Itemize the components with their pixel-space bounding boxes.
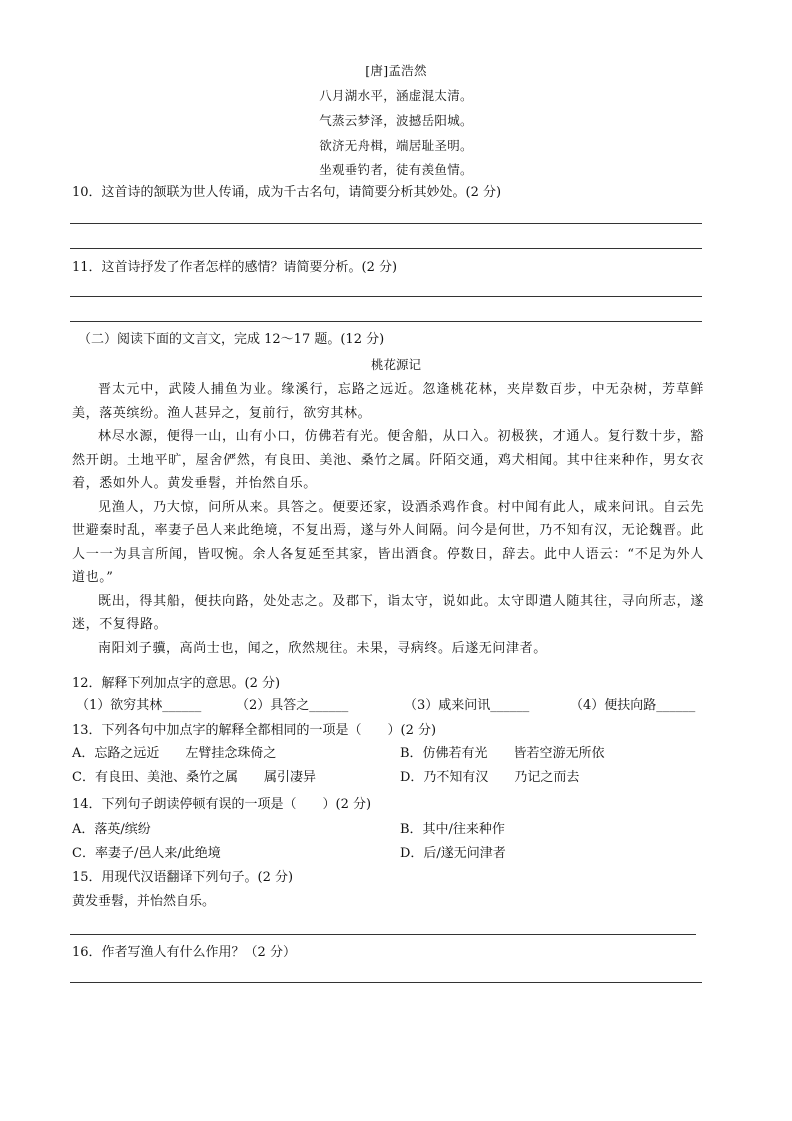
- passage-paragraph: 林尽水源，便得一山，山有小口，仿佛若有光。便舍船，从口入。初极狭，才通人。复行数十步，豁然开朗。土地平旷，屋舍俨然，有良田、美池、桑竹之属。阡陌交通，鸡犬相闻。其中往来种作，男女衣着，悉如外人。黄发垂髫，并怡然自乐。: [72, 429, 704, 491]
- poem-line: 坐观垂钓者，徒有羡鱼情。: [319, 162, 473, 177]
- poem-line: 气蒸云梦泽，波撼岳阳城。: [319, 113, 473, 128]
- passage-paragraph: 南阳刘子骥，高尚士也，闻之，欣然规往。未果，寻病终。后遂无问津者。: [98, 640, 547, 656]
- passage-paragraph: 晋太元中，武陵人捕鱼为业。缘溪行，忘路之远近。忽逢桃花林，夹岸数百步，中无杂树，芳草鲜美，落英缤纷。渔人甚异之，复前行，欲穷其林。: [72, 382, 704, 421]
- answer-line[interactable]: [70, 934, 696, 935]
- question-11: 11．这首诗抒发了作者怎样的感情？请简要分析。(2 分): [72, 260, 398, 275]
- q13-option-a: A．忘路之远近 左臂挂念珠倚之: [72, 746, 277, 761]
- passage-title: 桃花源记: [370, 357, 421, 372]
- q14-option-b: B．其中/往来种作: [400, 822, 505, 837]
- answer-line[interactable]: [70, 248, 702, 249]
- question-14: 14．下列句子朗读停顿有误的一项是（ ）(2 分): [72, 797, 372, 812]
- question-10: 10．这首诗的颔联为世人传诵，成为千古名句，请简要分析其妙处。(2 分): [72, 185, 502, 200]
- passage-paragraph: 见渔人，乃大惊，问所从来。具答之。便要还家，设酒杀鸡作食。村中闻有此人，咸来问讯。自云先世避秦时乱，率妻子邑人来此绝境，不复出焉，遂与外人间隔。问今是何世，乃不知有汉，无论魏晋。此人一一为具言所闻，皆叹惋。余人各复延至其家，皆出酒食。停数日，辞去。此中人语云：“不足为外人道也。”: [72, 499, 704, 585]
- q13-option-d: D．乃不知有汉 乃记之而去: [400, 770, 580, 785]
- poem-author: [唐]孟浩然: [365, 63, 427, 78]
- question-12: 12．解释下列加点字的意思。(2 分): [72, 676, 281, 691]
- question-15: 15．用现代汉语翻译下列句子。(2 分): [72, 870, 294, 885]
- q14-option-a: A．落英/缤纷: [72, 822, 151, 837]
- question-13: 13．下列各句中加点字的解释全都相同的一项是（ ）(2 分): [72, 723, 437, 738]
- q12-item: （3）咸来问讯______: [404, 698, 530, 713]
- q13-option-c: C．有良田、美池、桑竹之属 属引凄异: [72, 770, 316, 785]
- answer-line[interactable]: [70, 223, 702, 224]
- q12-item: （1）欲穷其林______: [76, 698, 202, 713]
- answer-line[interactable]: [70, 296, 702, 297]
- q13-option-b: B．仿佛若有光 皆若空游无所依: [400, 746, 605, 761]
- passage-body: [72, 378, 704, 660]
- passage-paragraph: 既出，得其船，便扶向路，处处志之。及郡下，诣太守，说如此。太守即遣人随其往，寻向所志，遂迷，不复得路。: [72, 593, 704, 632]
- q12-item: （4）便扶向路______: [570, 698, 696, 713]
- q14-option-c: C．率妻子/邑人来/此绝境: [72, 846, 221, 861]
- poem-line: 欲济无舟楫，端居耻圣明。: [319, 138, 473, 153]
- q15-sentence: 黄发垂髫，并怡然自乐。: [72, 894, 216, 909]
- q14-option-d: D．后/遂无问津者: [400, 846, 506, 861]
- answer-line[interactable]: [70, 982, 702, 983]
- poem-line: 八月湖水平，涵虚混太清。: [319, 88, 473, 103]
- question-16: 16．作者写渔人有什么作用？（2 分）: [72, 945, 296, 960]
- answer-line[interactable]: [70, 321, 702, 322]
- q12-item: （2）具答之______: [236, 698, 349, 713]
- section-heading: （二）阅读下面的文言文，完成 12～17 题。(12 分): [78, 332, 385, 347]
